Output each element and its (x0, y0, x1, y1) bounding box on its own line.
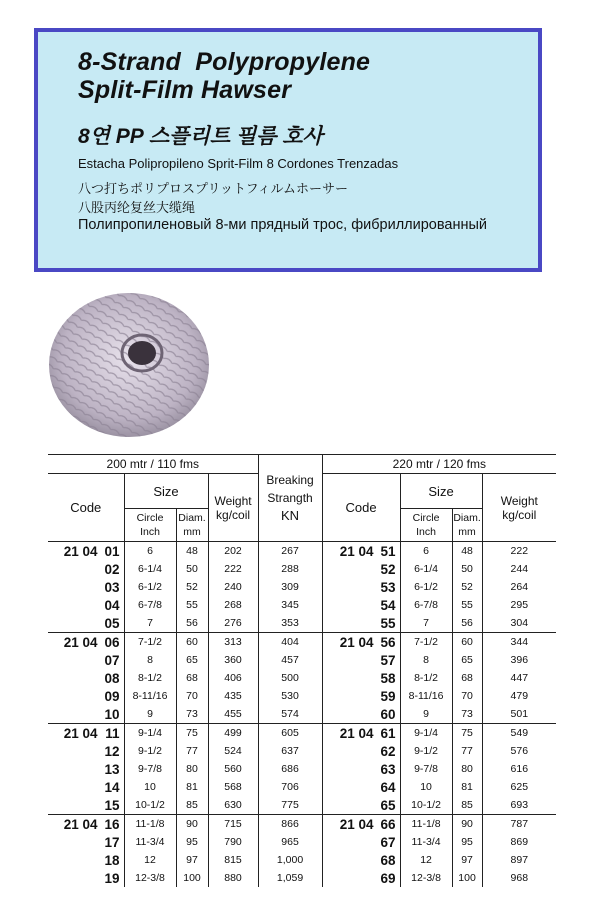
right-diam: 80 (461, 763, 473, 775)
breaking-strength: 345 (258, 596, 322, 614)
left-weight: 455 (208, 705, 258, 724)
right-circle: 9-7/8 (400, 760, 452, 778)
right-code (322, 833, 400, 851)
subtitle-chinese: 八股丙纶复丝大缆绳 (78, 200, 196, 215)
right-code-number: 63 (380, 761, 396, 777)
breaking-strength: 309 (258, 578, 322, 596)
strength-label: Strangth (267, 491, 313, 505)
breaking-strength: 965 (258, 833, 322, 851)
table-row (48, 633, 556, 652)
left-code-number: 03 (104, 579, 120, 595)
table-row (48, 705, 556, 724)
right-code (322, 651, 400, 669)
right-code-prefix: 21 04 (339, 543, 374, 559)
right-weight: 616 (482, 760, 556, 778)
left-code (48, 596, 124, 614)
right-code (322, 578, 400, 596)
right-diam: 52 (461, 581, 473, 593)
right-code-number: 57 (380, 652, 396, 668)
left-circle: 9-1/4 (124, 724, 176, 743)
right-code (322, 560, 400, 578)
left-weight: 240 (208, 578, 258, 596)
left-weight: 815 (208, 851, 258, 869)
breaking-strength: 706 (258, 778, 322, 796)
subtitle-spanish: Estacha Polipropileno Sprit-Film 8 Cordones Trenzadas (78, 156, 399, 171)
right-circle: 12 (400, 851, 452, 869)
left-diam: 55 (186, 599, 198, 611)
right-diam: 85 (452, 796, 482, 815)
right-weight-header (482, 474, 556, 542)
left-circle: 9-1/2 (124, 742, 176, 760)
product-title (78, 48, 370, 104)
left-code (48, 851, 124, 869)
left-diam: 73 (176, 705, 208, 724)
table-row (48, 869, 556, 887)
left-code-number: 01 (104, 543, 120, 559)
right-code (322, 542, 400, 561)
left-code (48, 687, 124, 705)
left-weight-header (208, 474, 258, 542)
right-code-number: 62 (380, 743, 396, 759)
left-weight: 268 (208, 596, 258, 614)
table-row (48, 796, 556, 815)
right-group-header: 220 mtr / 120 fms (322, 455, 556, 474)
left-diam: 80 (186, 763, 198, 775)
breaking-strength: 288 (258, 560, 322, 578)
left-diam: 97 (186, 854, 198, 866)
left-code-number: 09 (104, 688, 120, 704)
rope-coil-image (44, 285, 214, 445)
left-circle: 9 (124, 705, 176, 724)
breaking-strength: 686 (258, 760, 322, 778)
left-code (48, 705, 124, 724)
left-code (48, 760, 124, 778)
left-weight: 715 (208, 815, 258, 834)
left-code (48, 542, 124, 561)
right-circle: 8-1/2 (400, 669, 452, 687)
right-diam: 77 (461, 745, 473, 757)
left-circle: 6 (124, 542, 176, 561)
right-code-prefix: 21 04 (339, 725, 374, 741)
left-code-number: 07 (104, 652, 120, 668)
right-circle: 9-1/2 (400, 742, 452, 760)
left-weight: 406 (208, 669, 258, 687)
right-circle: 11-1/8 (400, 815, 452, 834)
table-row (48, 778, 556, 796)
right-code (322, 815, 400, 834)
right-weight: 897 (482, 851, 556, 869)
right-code (322, 614, 400, 633)
left-weight: 222 (208, 560, 258, 578)
left-weight: 880 (208, 869, 258, 887)
right-code (322, 760, 400, 778)
right-diam: 65 (461, 654, 473, 666)
left-circle: 6-7/8 (124, 596, 176, 614)
subtitle-japanese: 八つ打ちポリプロスプリットフィルムホーサー (78, 181, 349, 196)
right-diam: 68 (461, 672, 473, 684)
left-diam: 70 (186, 690, 198, 702)
left-diam: 52 (186, 581, 198, 593)
left-weight: 499 (208, 724, 258, 743)
right-code-number: 54 (380, 597, 396, 613)
right-weight: 576 (482, 742, 556, 760)
right-code (322, 869, 400, 887)
product-header (34, 28, 542, 272)
left-circle: 11-3/4 (124, 833, 176, 851)
circle-label: Circle (136, 512, 164, 524)
right-weight: 264 (482, 578, 556, 596)
left-circle: 6-1/4 (124, 560, 176, 578)
left-weight: 202 (208, 542, 258, 561)
table-row (48, 542, 556, 561)
right-weight: 549 (482, 724, 556, 743)
title-korean: 8연 PP 스플리트 필름 호사 (78, 125, 323, 148)
right-weight: 968 (482, 869, 556, 887)
right-code (322, 596, 400, 614)
breaking-strength: 637 (258, 742, 322, 760)
right-circle: 10 (400, 778, 452, 796)
table-row (48, 560, 556, 578)
table-row (48, 815, 556, 834)
right-circle: 11-3/4 (400, 833, 452, 851)
left-diam: 68 (186, 672, 198, 684)
breaking-strength: 775 (258, 796, 322, 815)
table-row (48, 687, 556, 705)
right-code-number: 61 (380, 725, 396, 741)
right-circle: 6-7/8 (400, 596, 452, 614)
breaking-strength-header (258, 455, 322, 542)
table-row (48, 833, 556, 851)
breaking-strength: 866 (258, 815, 322, 834)
left-code-number: 16 (104, 816, 120, 832)
right-weight: 244 (482, 560, 556, 578)
left-code-number: 19 (104, 870, 120, 886)
table-row (48, 669, 556, 687)
left-circle: 12-3/8 (124, 869, 176, 887)
right-code-number: 67 (380, 834, 396, 850)
right-weight: 869 (482, 833, 556, 851)
right-circle: 10-1/2 (400, 796, 452, 815)
left-code (48, 815, 124, 834)
left-weight: 568 (208, 778, 258, 796)
right-code-number: 60 (380, 706, 396, 722)
left-size-header: Size (124, 474, 208, 509)
right-diam: 56 (452, 614, 482, 633)
left-code-prefix: 21 04 (63, 816, 98, 832)
left-weight: 630 (208, 796, 258, 815)
left-weight: 790 (208, 833, 258, 851)
breaking-strength: 267 (258, 542, 322, 561)
left-circle: 12 (124, 851, 176, 869)
right-code-number: 68 (380, 852, 396, 868)
table-row (48, 614, 556, 633)
left-circle: 7 (124, 614, 176, 633)
left-code (48, 633, 124, 652)
right-diam: 73 (452, 705, 482, 724)
right-code (322, 669, 400, 687)
left-diam-header (176, 509, 208, 542)
right-weight: 222 (482, 542, 556, 561)
right-weight: 501 (482, 705, 556, 724)
left-code-number: 13 (104, 761, 120, 777)
right-diam: 75 (452, 724, 482, 743)
title-line-1: 8-Strand Polypropylene (78, 48, 371, 76)
right-weight: 396 (482, 651, 556, 669)
left-code-number: 10 (104, 706, 120, 722)
left-diam: 65 (186, 654, 198, 666)
left-circle: 9-7/8 (124, 760, 176, 778)
right-code-prefix: 21 04 (339, 634, 374, 650)
right-weight: 693 (482, 796, 556, 815)
left-circle-header (124, 509, 176, 542)
left-circle: 8-1/2 (124, 669, 176, 687)
right-weight: 787 (482, 815, 556, 834)
right-circle-header (400, 509, 452, 542)
breaking-strength: 353 (258, 614, 322, 633)
left-code-number: 02 (104, 561, 120, 577)
right-diam-header (452, 509, 482, 542)
left-code (48, 742, 124, 760)
breaking-strength: 605 (258, 724, 322, 743)
right-code-number: 65 (380, 797, 396, 813)
right-code-number: 69 (380, 870, 396, 886)
left-code-header: Code (48, 474, 124, 542)
left-code-number: 08 (104, 670, 120, 686)
breaking-strength: 530 (258, 687, 322, 705)
table-row (48, 742, 556, 760)
left-code-number: 11 (105, 725, 120, 741)
right-code-number: 52 (380, 561, 396, 577)
left-diam: 81 (186, 781, 198, 793)
diam-label: Diam. (453, 512, 481, 524)
inch-label: Inch (416, 526, 436, 538)
right-diam: 48 (452, 542, 482, 561)
right-code-number: 51 (380, 543, 396, 559)
table-row (48, 724, 556, 743)
left-code-prefix: 21 04 (63, 634, 98, 650)
left-code (48, 614, 124, 633)
left-diam: 50 (186, 563, 198, 575)
right-code-number: 56 (380, 634, 396, 650)
right-code (322, 796, 400, 815)
left-code (48, 578, 124, 596)
left-diam: 90 (176, 815, 208, 834)
spec-table-body (48, 542, 556, 888)
left-weight: 276 (208, 614, 258, 633)
breaking-strength: 574 (258, 705, 322, 724)
left-weight: 560 (208, 760, 258, 778)
left-circle: 10-1/2 (124, 796, 176, 815)
left-weight: 360 (208, 651, 258, 669)
right-code (322, 851, 400, 869)
right-diam: 97 (461, 854, 473, 866)
right-circle: 7-1/2 (400, 633, 452, 652)
kgcoil-label: kg/coil (502, 507, 537, 522)
right-circle: 6-1/2 (400, 578, 452, 596)
breaking-strength: 1,000 (258, 851, 322, 869)
right-diam: 81 (461, 781, 473, 793)
table-row (48, 578, 556, 596)
right-circle: 8 (400, 651, 452, 669)
breaking-strength: 404 (258, 633, 322, 652)
right-diam: 50 (461, 563, 473, 575)
right-code (322, 724, 400, 743)
kn-label: KN (281, 508, 300, 523)
weight-label: Weight (214, 493, 252, 508)
left-code-number: 12 (104, 743, 120, 759)
left-weight: 435 (208, 687, 258, 705)
weight-label: Weight (500, 493, 538, 508)
left-code-number: 04 (104, 597, 120, 613)
subtitle-russian: Полипропиленовый 8-ми прядный трос, фибриллированный (78, 217, 487, 233)
right-code-number: 66 (380, 816, 396, 832)
breaking-strength: 457 (258, 651, 322, 669)
left-circle: 7-1/2 (124, 633, 176, 652)
breaking-label: Breaking (266, 473, 314, 487)
table-row (48, 851, 556, 869)
right-size-header: Size (400, 474, 482, 509)
table-row (48, 760, 556, 778)
right-code (322, 742, 400, 760)
left-diam: 77 (186, 745, 198, 757)
left-code-number: 06 (104, 634, 120, 650)
right-diam: 55 (461, 599, 473, 611)
right-diam: 95 (461, 836, 473, 848)
left-circle: 11-1/8 (124, 815, 176, 834)
left-code (48, 669, 124, 687)
left-code-prefix: 21 04 (63, 725, 98, 741)
left-diam: 100 (183, 872, 201, 884)
right-code (322, 705, 400, 724)
right-circle: 9-1/4 (400, 724, 452, 743)
kgcoil-label: kg/coil (216, 507, 251, 522)
left-code-number: 05 (104, 615, 120, 631)
left-group-header: 200 mtr / 110 fms (48, 455, 258, 474)
right-code-header: Code (322, 474, 400, 542)
left-code (48, 833, 124, 851)
left-diam: 60 (176, 633, 208, 652)
left-code-prefix: 21 04 (63, 543, 98, 559)
left-code-number: 18 (104, 852, 120, 868)
right-circle: 8-11/16 (400, 687, 452, 705)
left-circle: 8-11/16 (124, 687, 176, 705)
left-diam: 48 (176, 542, 208, 561)
right-circle: 12-3/8 (400, 869, 452, 887)
right-code-prefix: 21 04 (339, 816, 374, 832)
right-code-number: 55 (380, 615, 396, 631)
spec-table (48, 454, 556, 887)
inch-label: Inch (140, 526, 160, 538)
left-code (48, 778, 124, 796)
left-diam: 85 (176, 796, 208, 815)
right-weight: 304 (482, 614, 556, 633)
right-diam: 90 (452, 815, 482, 834)
left-code-number: 15 (104, 797, 120, 813)
title-line-2: Split-Film Hawser (78, 76, 292, 104)
table-row (48, 596, 556, 614)
mm-label: mm (183, 526, 201, 538)
right-code-number: 59 (380, 688, 396, 704)
breaking-strength: 500 (258, 669, 322, 687)
right-code (322, 633, 400, 652)
right-code (322, 687, 400, 705)
left-diam: 56 (176, 614, 208, 633)
left-code (48, 560, 124, 578)
left-diam: 95 (186, 836, 198, 848)
right-diam: 100 (458, 872, 476, 884)
left-code (48, 651, 124, 669)
right-weight: 295 (482, 596, 556, 614)
right-circle: 9 (400, 705, 452, 724)
left-weight: 524 (208, 742, 258, 760)
right-code-number: 53 (380, 579, 396, 595)
right-weight: 344 (482, 633, 556, 652)
left-weight: 313 (208, 633, 258, 652)
right-diam: 70 (461, 690, 473, 702)
left-code (48, 869, 124, 887)
left-diam: 75 (176, 724, 208, 743)
mm-label: mm (458, 526, 476, 538)
left-circle: 10 (124, 778, 176, 796)
left-code-number: 17 (104, 834, 120, 850)
right-code-number: 64 (380, 779, 396, 795)
circle-label: Circle (412, 512, 440, 524)
right-diam: 60 (452, 633, 482, 652)
left-circle: 8 (124, 651, 176, 669)
breaking-strength: 1,059 (258, 869, 322, 887)
right-weight: 447 (482, 669, 556, 687)
right-code-number: 58 (380, 670, 396, 686)
left-circle: 6-1/2 (124, 578, 176, 596)
right-circle: 6 (400, 542, 452, 561)
right-code (322, 778, 400, 796)
right-circle: 7 (400, 614, 452, 633)
right-circle: 6-1/4 (400, 560, 452, 578)
table-row (48, 651, 556, 669)
right-weight: 625 (482, 778, 556, 796)
diam-label: Diam. (178, 512, 206, 524)
left-code-number: 14 (104, 779, 120, 795)
left-code (48, 724, 124, 743)
right-weight: 479 (482, 687, 556, 705)
left-code (48, 796, 124, 815)
